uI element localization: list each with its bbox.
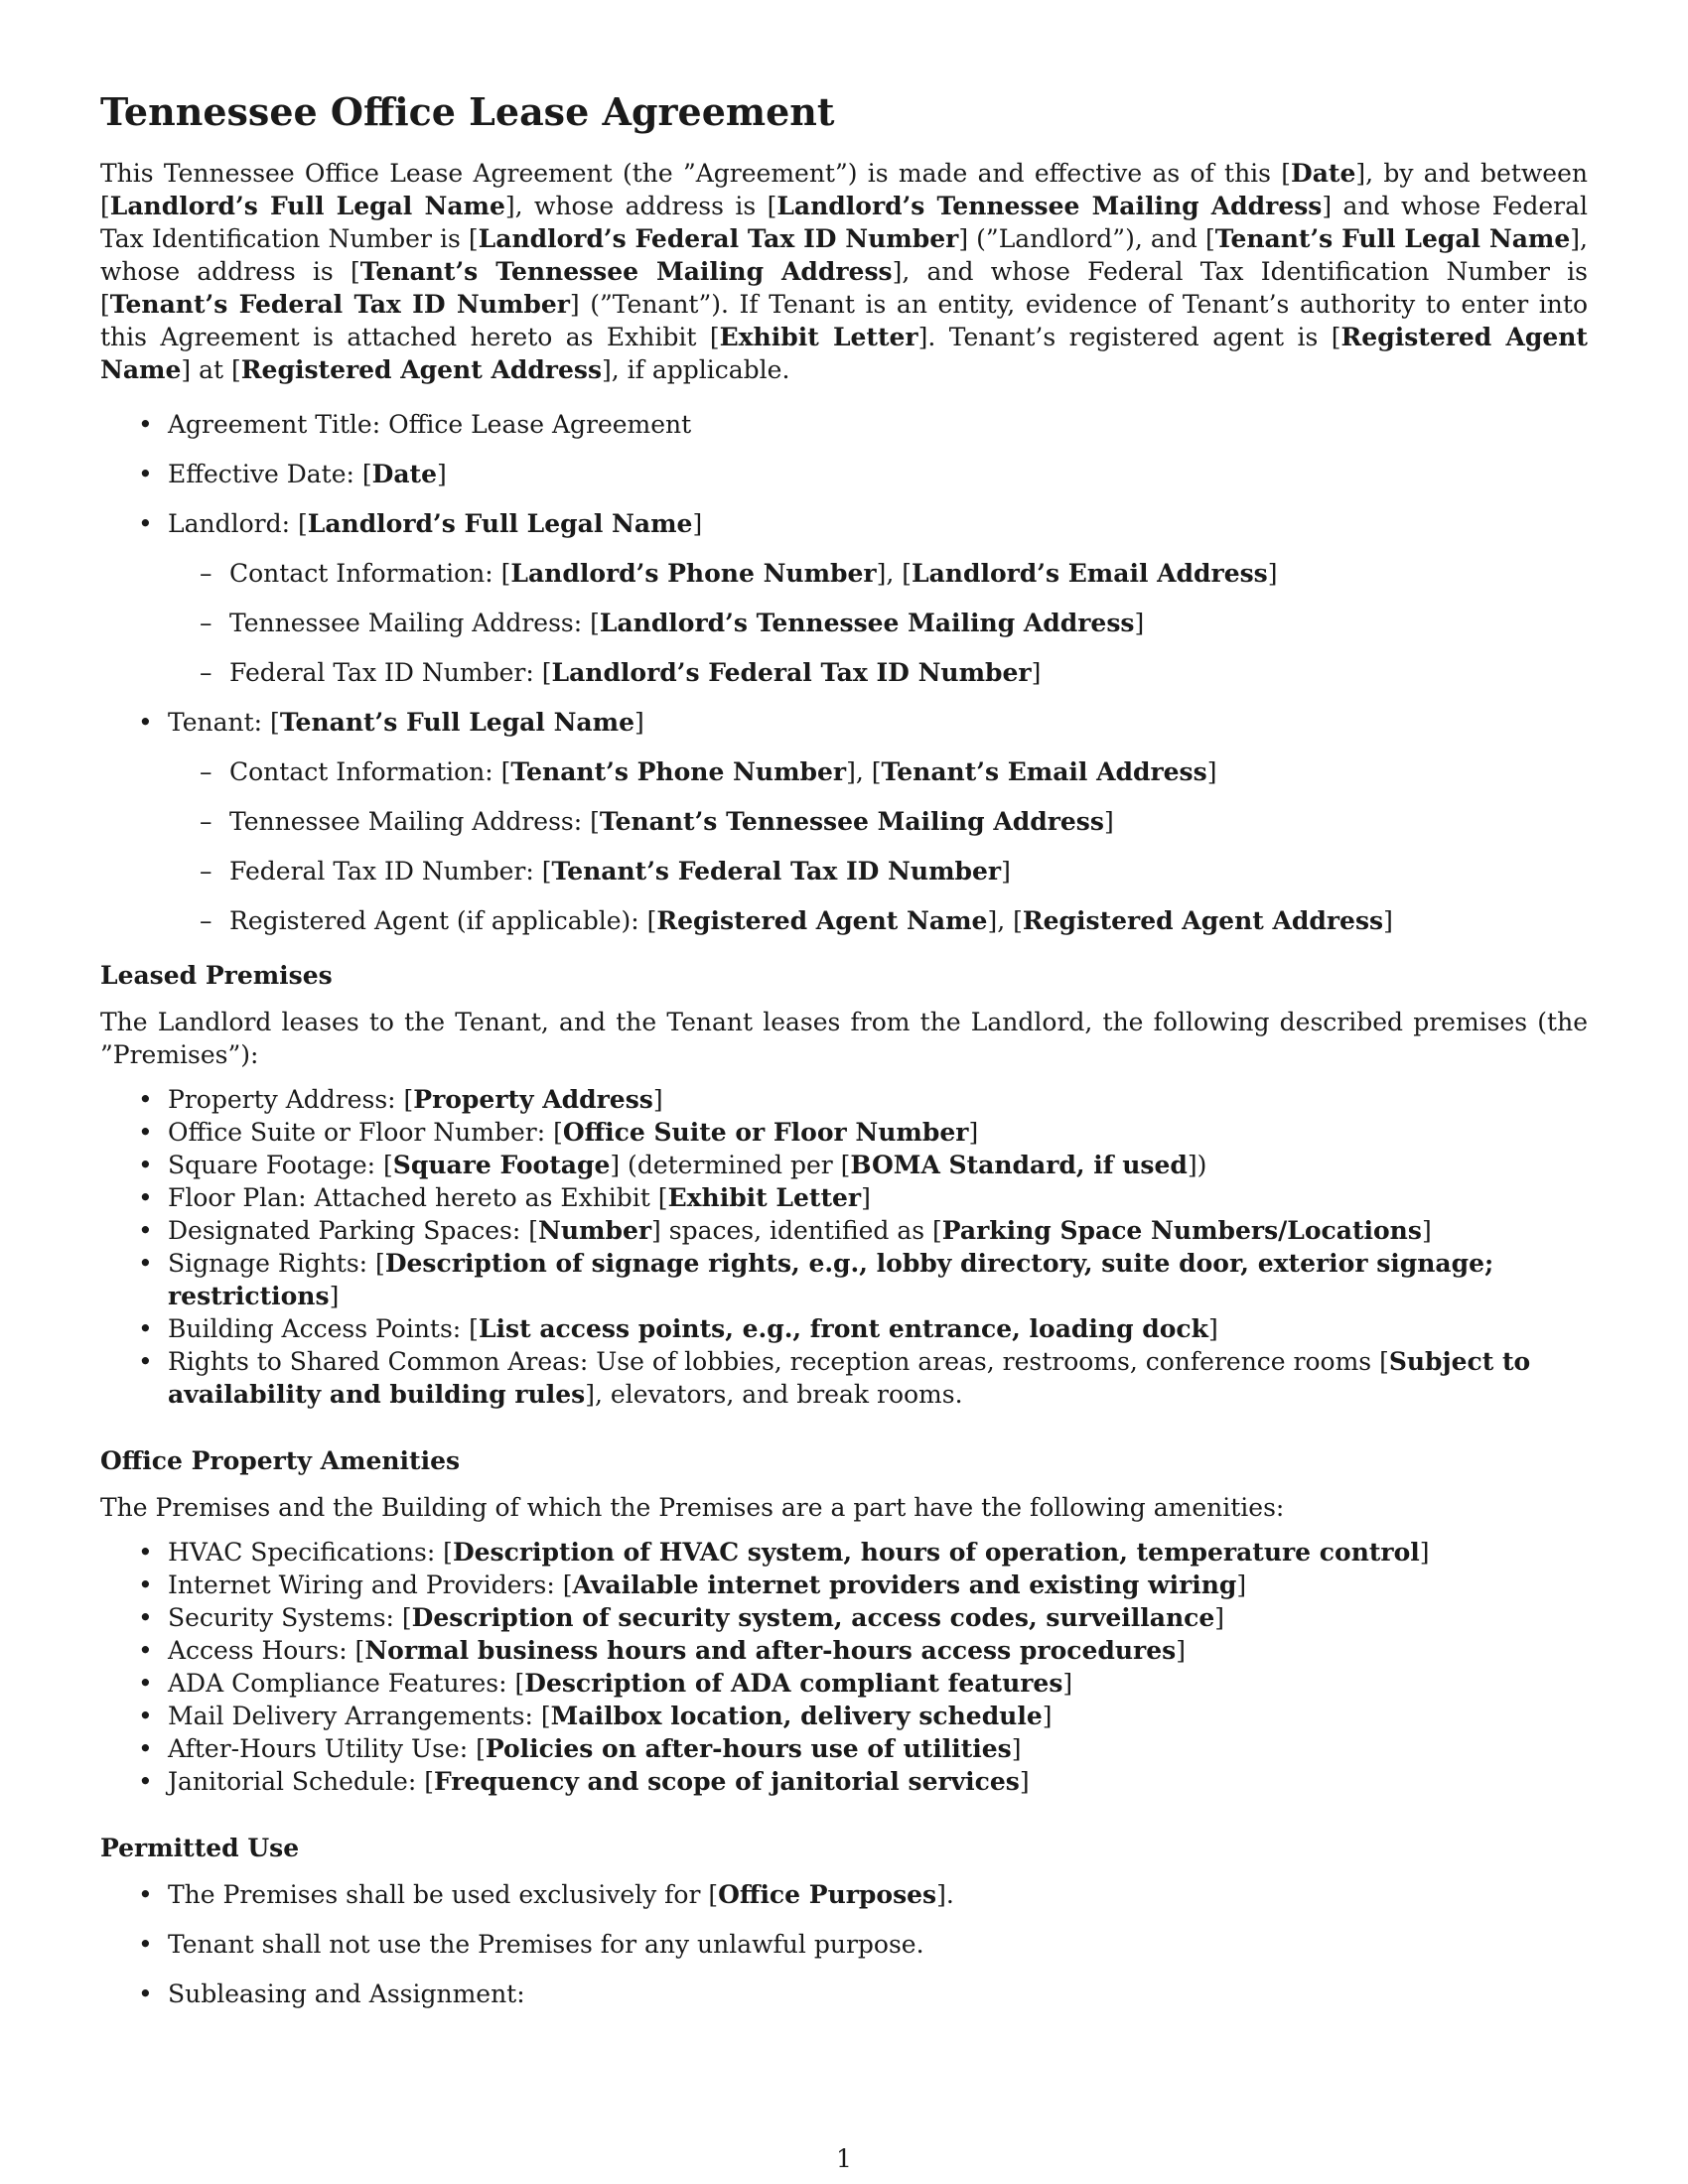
amenity-item: • HVAC Specifications: [Description of HVAC system, hours of operation, temperature control] xyxy=(100,1536,1588,1569)
amenity-item: • After-Hours Utility Use: [Policies on after-hours use of utilities] xyxy=(100,1732,1588,1765)
premises-intro: The Landlord leases to the Tenant, and the Tenant leases from the Landlord, the following described premises (the ”Premises”): xyxy=(100,1008,1588,1069)
amenities-intro: The Premises and the Building of which the Premises are a part have the following amenities: xyxy=(100,1493,1285,1522)
premises-heading: Leased Premises xyxy=(100,961,333,990)
premises-access-item: • Building Access Points: [List access points, e.g., front entrance, loading dock] xyxy=(100,1312,1588,1345)
amenities-heading: Office Property Amenities xyxy=(100,1446,461,1475)
amenities-list xyxy=(100,1536,1588,1798)
tenant-details-list xyxy=(168,755,1588,937)
amenity-item: • ADA Compliance Features: [Description of ADA compliant features] xyxy=(100,1667,1588,1700)
tenant-taxid-item: – Federal Tax ID Number: [Tenant’s Federal Tax ID Number] xyxy=(168,855,1588,887)
premises-parking-item: • Designated Parking Spaces: [Number] spaces, identified as [Parking Space Numbers/Locations] xyxy=(100,1214,1588,1247)
landlord-details-list xyxy=(168,557,1588,689)
tenant-contact-item: – Contact Information: [Tenant’s Phone Number], [Tenant’s Email Address] xyxy=(168,755,1588,788)
landlord-address-item: – Tennessee Mailing Address: [Landlord’s Tennessee Mailing Address] xyxy=(168,607,1588,639)
document-body xyxy=(100,89,1588,2027)
permitted-use-heading: Permitted Use xyxy=(100,1834,300,1862)
premises-floorplan-item: • Floor Plan: Attached hereto as Exhibit [Exhibit Letter] xyxy=(100,1181,1588,1214)
summary-list xyxy=(100,408,1588,937)
document-title: Tennessee Office Lease Agreement xyxy=(100,89,835,134)
amenity-item: • Access Hours: [Normal business hours and after-hours access procedures] xyxy=(100,1634,1588,1667)
landlord-contact-item: – Contact Information: [Landlord’s Phone Number], [Landlord’s Email Address] xyxy=(168,557,1588,590)
summary-landlord-item: • Landlord: [Landlord’s Full Legal Name] – Contact Information: [Landlord’s Phone Number], [Landlord’s Email Address] – Tennessee Mailing Address: [Landlord’s Tennessee Mailing Address] – Federal Tax ID Number: [Landlord’s Federal Tax ID Number] xyxy=(100,507,1588,689)
page-number: 1 xyxy=(836,2144,852,2173)
amenity-item: • Security Systems: [Description of security system, access codes, surveillance] xyxy=(100,1601,1588,1634)
tenant-agent-item: – Registered Agent (if applicable): [Registered Agent Name], [Registered Agent Address] xyxy=(168,904,1588,937)
summary-tenant-item: • Tenant: [Tenant’s Full Legal Name] – Contact Information: [Tenant’s Phone Number], [Tenant’s Email Address] – Tennessee Mailing Address: [Tenant’s Tennessee Mailing Address] – Federal Tax ID Number: [Tenant’s Federal Tax ID Number] – Registered Agent (if applicable): [Registered Agent Name], [Registered Agent Address] xyxy=(100,706,1588,937)
summary-date-item: • Effective Date: [Date] xyxy=(100,458,1588,490)
permitted-use-list xyxy=(100,1878,1588,2010)
premises-signage-item: • Signage Rights: [Description of signage rights, e.g., lobby directory, suite door, exterior signage; restrictions] xyxy=(100,1247,1588,1312)
summary-title-item: • Agreement Title: Office Lease Agreement xyxy=(100,408,1588,441)
permitted-use-item: • Subleasing and Assignment: xyxy=(100,1978,1588,2010)
premises-suite-item: • Office Suite or Floor Number: [Office Suite or Floor Number] xyxy=(100,1116,1588,1149)
amenity-item: • Janitorial Schedule: [Frequency and scope of janitorial services] xyxy=(100,1765,1588,1798)
permitted-use-item: • Tenant shall not use the Premises for any unlawful purpose. xyxy=(100,1928,1588,1961)
landlord-taxid-item: – Federal Tax ID Number: [Landlord’s Federal Tax ID Number] xyxy=(168,656,1588,689)
permitted-use-item: • The Premises shall be used exclusively for [Office Purposes]. xyxy=(100,1878,1588,1911)
premises-address-item: • Property Address: [Property Address] xyxy=(100,1083,1588,1116)
premises-sqft-item: • Square Footage: [Square Footage] (determined per [BOMA Standard, if used]) xyxy=(100,1149,1588,1181)
amenity-item: • Internet Wiring and Providers: [Available internet providers and existing wiring] xyxy=(100,1569,1588,1601)
amenity-item: • Mail Delivery Arrangements: [Mailbox location, delivery schedule] xyxy=(100,1700,1588,1732)
premises-list xyxy=(100,1083,1588,1411)
intro-paragraph: This Tennessee Office Lease Agreement (the ”Agreement”) is made and effective as of this [Date], by and between [Landlord’s Full Legal Name], whose address is [Landlord’s Tennessee Mailing Address] and whose Federal Tax Identification Number is [Landlord’s Federal Tax ID Number] (”Landlord”), and [Tenant’s Full Legal Name], whose address is [Tenant’s Tennessee Mailing Address], and whose Federal Tax Identification Number is [Tenant’s Federal Tax ID Number] (”Tenant”). If Tenant is an entity, evidence of Tenant’s authority to enter into this Agreement is attached hereto as Exhibit [Exhibit Letter]. Tenant’s registered agent is [Registered Agent Name] at [Registered Agent Address], if applicable. xyxy=(100,159,1588,384)
tenant-address-item: – Tennessee Mailing Address: [Tenant’s Tennessee Mailing Address] xyxy=(168,805,1588,838)
premises-common-item: • Rights to Shared Common Areas: Use of lobbies, reception areas, restrooms, conference rooms [Subject to availability and building rules], elevators, and break rooms. xyxy=(100,1345,1588,1411)
